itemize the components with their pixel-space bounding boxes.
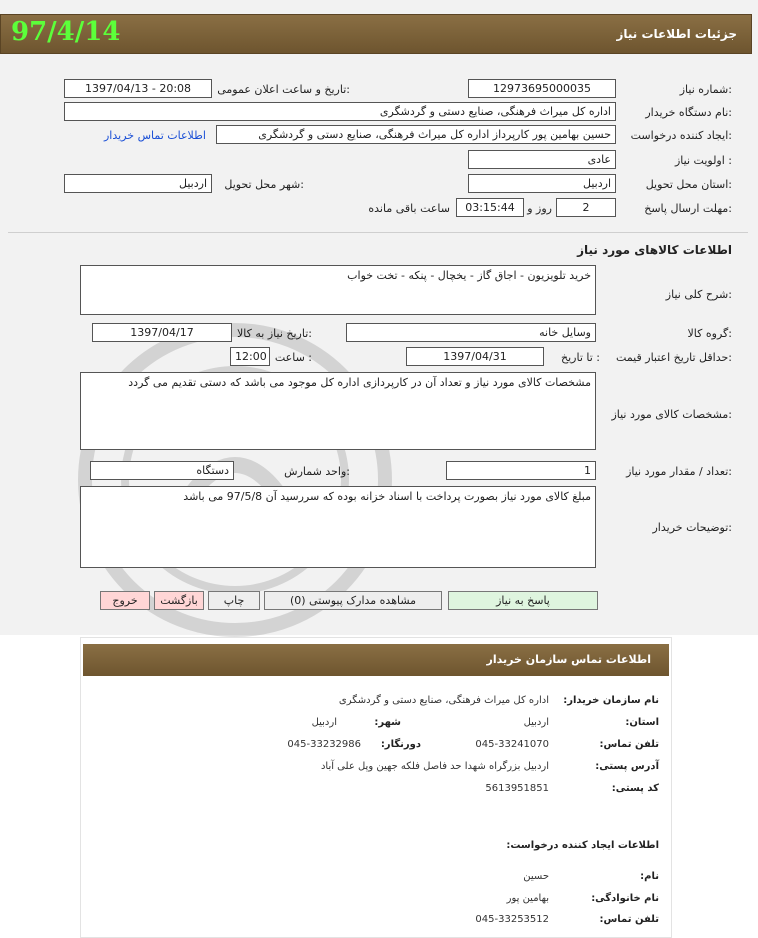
group-field: وسایل خانه <box>346 323 596 342</box>
contact-phone-label: تلفن تماس: <box>599 739 659 750</box>
announce-field: 1397/04/13 - 20:08 <box>64 79 212 98</box>
remaining-label: ساعت باقی مانده <box>368 202 450 215</box>
deadline-label: مهلت ارسال پاسخ: <box>644 202 732 215</box>
divider <box>8 232 748 233</box>
group-label: گروه کالا: <box>687 327 732 340</box>
deadline-days-field: 2 <box>556 198 616 217</box>
specs-label: مشخصات کالای مورد نیاز: <box>611 408 732 421</box>
address-value: اردبیل بزرگراه شهدا حد فاصل فلکه جهین وپل علی آباد <box>320 761 549 772</box>
exit-button[interactable]: خروج <box>100 591 150 610</box>
summary-field: خرید تلویزیون - اجاق گاز - یخچال - پنکه - تخت خواب <box>80 265 596 315</box>
need-date-field: 1397/04/17 <box>92 323 232 342</box>
until-date-field: 1397/04/31 <box>406 347 544 366</box>
creator-name-label: نام: <box>640 871 659 882</box>
buyer-notes-label: توضیحات خریدار: <box>652 521 732 534</box>
until-date-label: تا تاریخ : <box>561 351 600 364</box>
province-label: استان محل تحویل: <box>645 178 732 191</box>
buyer-contact-card <box>80 637 672 938</box>
specs-field: مشخصات کالای مورد نیاز و تعداد آن در کارپردازی اداره کل موجود می باشد که دستی تقدیم می گردد <box>80 372 596 450</box>
priority-field: عادی <box>468 150 616 169</box>
contact-phone-value: 045-33241070 <box>475 739 549 750</box>
creator-info-title: اطلاعات ایجاد کننده درخواست: <box>506 840 659 851</box>
creator-family-label: نام خانوادگی: <box>591 893 659 904</box>
min-price-label: حداقل تاریخ اعتبار قیمت: <box>616 351 732 364</box>
announce-label: تاریخ و ساعت اعلان عمومی: <box>217 83 350 96</box>
contact-province-label: استان: <box>625 717 659 728</box>
postal-label: کد پستی: <box>611 783 659 794</box>
creator-field: حسین بهامین پور کارپرداز اداره کل میراث فرهنگی، صنایع دستی و گردشگری <box>216 125 616 144</box>
qty-field: 1 <box>446 461 596 480</box>
reply-button[interactable]: پاسخ به نیاز <box>448 591 598 610</box>
print-button[interactable]: چاپ <box>208 591 260 610</box>
page-title: جزئیات اطلاعات نیاز <box>616 27 737 41</box>
org-value: اداره کل میراث فرهنگی، صنایع دستی و گردشگری <box>338 695 549 706</box>
org-label: نام سازمان خریدار: <box>563 695 659 706</box>
qty-label: تعداد / مقدار مورد نیاز: <box>626 465 732 478</box>
contact-province-value: اردبیل <box>523 717 549 728</box>
need-date-label: تاریخ نیاز به کالا: <box>237 327 312 340</box>
province-field: اردبیل <box>468 174 616 193</box>
creator-phone-label: تلفن تماس: <box>599 914 659 925</box>
creator-family-value: بهامین پور <box>506 893 549 904</box>
buyer-org-field: اداره کل میراث فرهنگی، صنایع دستی و گردشگری <box>64 102 616 121</box>
priority-label: اولویت نیاز : <box>674 154 732 167</box>
creator-name-value: حسین <box>523 871 549 882</box>
time-label: ساعت : <box>274 351 312 364</box>
creator-phone-value: 045-33253512 <box>475 914 549 925</box>
deadline-time-field: 03:15:44 <box>456 198 524 217</box>
city-label: شهر محل تحویل: <box>224 178 304 191</box>
buyer-notes-field: مبلغ کالای مورد نیاز بصورت پرداخت با اسناد خزانه بوده که سررسید آن 97/5/8 می باشد <box>80 486 596 568</box>
page-header <box>0 14 752 54</box>
postal-value: 5613951851 <box>485 783 549 794</box>
creator-label: ایجاد کننده درخواست: <box>630 129 732 142</box>
date-stamp: 97/4/14 <box>11 17 121 47</box>
unit-label: واحد شمارش: <box>284 465 350 478</box>
need-number-label: شماره نیاز: <box>679 83 732 96</box>
time-field: 12:00 <box>230 347 270 366</box>
address-label: آدرس پستی: <box>595 761 659 772</box>
need-number-field: 12973695000035 <box>468 79 616 98</box>
days-and-label: روز و <box>527 202 552 215</box>
contact-card-header <box>83 644 669 676</box>
unit-field: دستگاه <box>90 461 234 480</box>
contact-city-value: اردبیل <box>311 717 337 728</box>
city-field: اردبیل <box>64 174 212 193</box>
fax-label: دورنگار: <box>380 739 421 750</box>
buyer-org-label: نام دستگاه خریدار: <box>645 106 732 119</box>
contact-card-title: اطلاعات تماس سازمان خریدار <box>486 653 651 666</box>
attachments-button[interactable]: مشاهده مدارک پیوستی (0) <box>264 591 442 610</box>
buyer-contact-link[interactable]: اطلاعات تماس خریدار <box>104 129 206 142</box>
summary-label: شرح کلی نیاز: <box>665 288 732 301</box>
fax-value: 045-33232986 <box>287 739 361 750</box>
contact-city-label: شهر: <box>374 717 401 728</box>
back-button[interactable]: بازگشت <box>154 591 204 610</box>
goods-section-title: اطلاعات کالاهای مورد نیاز <box>577 243 732 257</box>
